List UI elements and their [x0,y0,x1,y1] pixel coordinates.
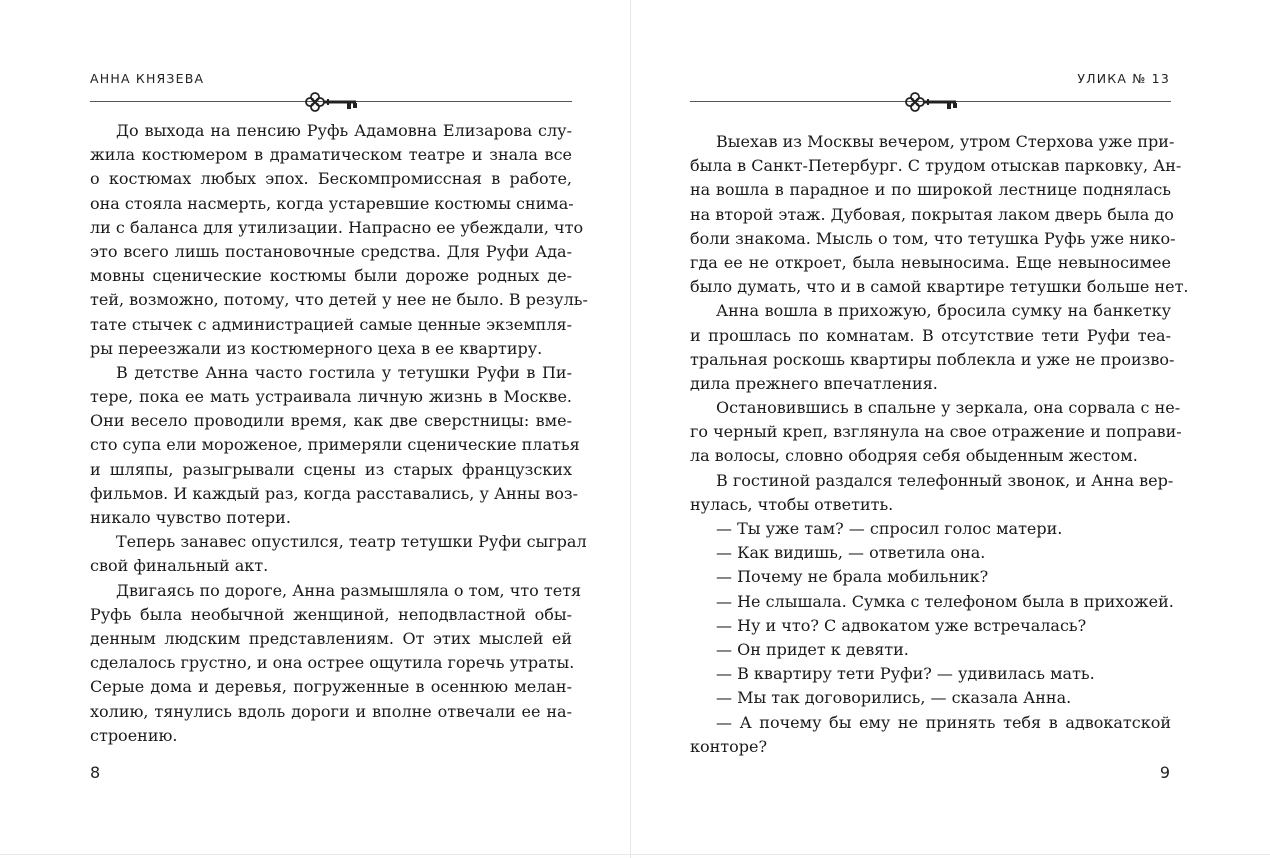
text-line: было думать, что и в самой квартире тетушки больше нет. [690,277,1189,297]
text-line: — В квартиру тети Руфи? — удивилась мать. [716,664,1095,684]
text-line: — Ну и что? С адвокатом уже встречалась? [716,615,1087,635]
text-line: денным людским представлениям. От этих мыслей ей [90,628,572,648]
text-line: ла волосы, словно ободряя себя обыденным жестом. [690,446,1138,466]
key-icon [303,91,363,113]
text-line: — Мы так договорились, — сказала Анна. [716,688,1072,708]
text-line: она стояла насмерть, когда устаревшие костюмы снима- [90,193,574,213]
text-line: и прошлась по комнатам. В отсутствие тети Руфи теа- [690,325,1171,345]
text-line: свой финальный акт. [90,556,269,576]
text-line: — А почему бы ему не принять тебя в адвокатской [716,712,1171,732]
text-line: Двигаясь по дороге, Анна размышляла о том, что тетя [116,580,582,600]
text-line: на вошла в парадное и по широкой лестнице поднялась [690,180,1171,200]
text-line: нулась, чтобы ответить. [690,494,894,514]
page-bottom-edge [0,854,1270,855]
text-line: го черный креп, взглянула на свое отражение и поправи- [690,422,1182,442]
text-line: Теперь занавес опустился, театр тетушки Руфи сыграл [116,532,587,552]
text-line: мовны сценические костюмы были дороже родных де- [90,266,572,286]
text-line: тей, возможно, потому, что детей у нее не было. В резуль- [90,290,588,310]
right-page [634,0,1268,858]
text-line: До выхода на пенсию Руфь Адамовна Елизарова слу- [116,121,572,140]
text-line: конторе? [690,736,768,756]
text-line: тере, пока ее мать устраивала личную жизнь в Москве. [90,387,572,407]
page-number: 9 [1159,763,1170,782]
text-line: о костюмах любых эпох. Бескомпромиссная в работе, [90,169,572,189]
text-line: сто супа ели мороженое, примеряли сценические платья [90,435,580,455]
text-line: Серые дома и деревья, погруженные в осеннюю мелан- [90,677,572,697]
text-line: ры переезжали из костюмерного цеха в ее квартиру. [90,338,543,358]
text-line: Руфь была необычной женщиной, неподвластной обы- [90,604,572,624]
left-text-block [90,119,588,748]
text-line: холию, тянулись вдоль дороги и вполне отвечали ее на- [90,701,572,721]
text-line: В детстве Анна часто гостила у тетушки Руфи в Пи- [116,362,572,382]
text-line: боли знакома. Мысль о том, что тетушка Руфь уже нико- [690,228,1176,248]
page-number: 8 [90,763,101,782]
text-line: была в Санкт-Петербург. С трудом отыскав парковку, Ан- [690,156,1182,176]
text-line: и шляпы, разыгрывали сцены из старых французских [90,459,572,479]
text-line: тральная роскошь квартиры поблекла и уже не произво- [690,349,1175,369]
text-line: строению. [90,725,178,745]
text-line: — Ты уже там? — спросил голос матери. [716,519,1063,538]
text-line: Выехав из Москвы вечером, утром Стерхова уже при- [716,132,1175,151]
text-line: жила костюмером в драматическом театре и знала все [90,145,572,165]
text-line: — Он придет к девяти. [716,639,909,659]
text-line: Они весело проводили время, как две сверстницы: вме- [90,411,572,431]
text-line: — Как видишь, — ответила она. [716,543,986,563]
right-text-block [690,130,1189,759]
text-line: гда ее не откроет, была невыносима. Еще невыносимее [690,252,1171,272]
text-line: дила прежнего впечатления. [690,373,938,393]
running-header-author: АННА КНЯЗЕВА [90,71,205,86]
text-line: на второй этаж. Дубовая, покрытая лаком дверь была до [690,204,1174,224]
left-page [0,0,634,858]
text-line: — Почему не брала мобильник? [716,567,989,587]
text-line: Остановившись в спальне у зеркала, она сорвала с не- [716,398,1181,418]
text-line: ли с баланса для утилизации. Напрасно ее убеждали, что [90,217,584,237]
text-line: никало чувство потери. [90,508,291,527]
text-line: — Не слышала. Сумка с телефоном была в прихожей. [716,591,1174,611]
text-line: В гостиной раздался телефонный звонок, и Анна вер- [716,470,1174,490]
text-line: тате стычек с администрацией самые ценные экземпля- [90,314,572,334]
running-header-title: УЛИКА № 13 [1077,71,1170,86]
text-line: это всего лишь постановочные средства. Для Руфи Ада- [90,241,572,261]
text-line: фильмов. И каждый раз, когда расставались, у Анны воз- [90,483,578,503]
key-icon [903,91,963,113]
text-line: сделалось грустно, и она острее ощутила горечь утраты. [90,653,575,673]
text-line: Анна вошла в прихожую, бросила сумку на банкетку [716,301,1171,321]
page-gutter [630,0,631,858]
